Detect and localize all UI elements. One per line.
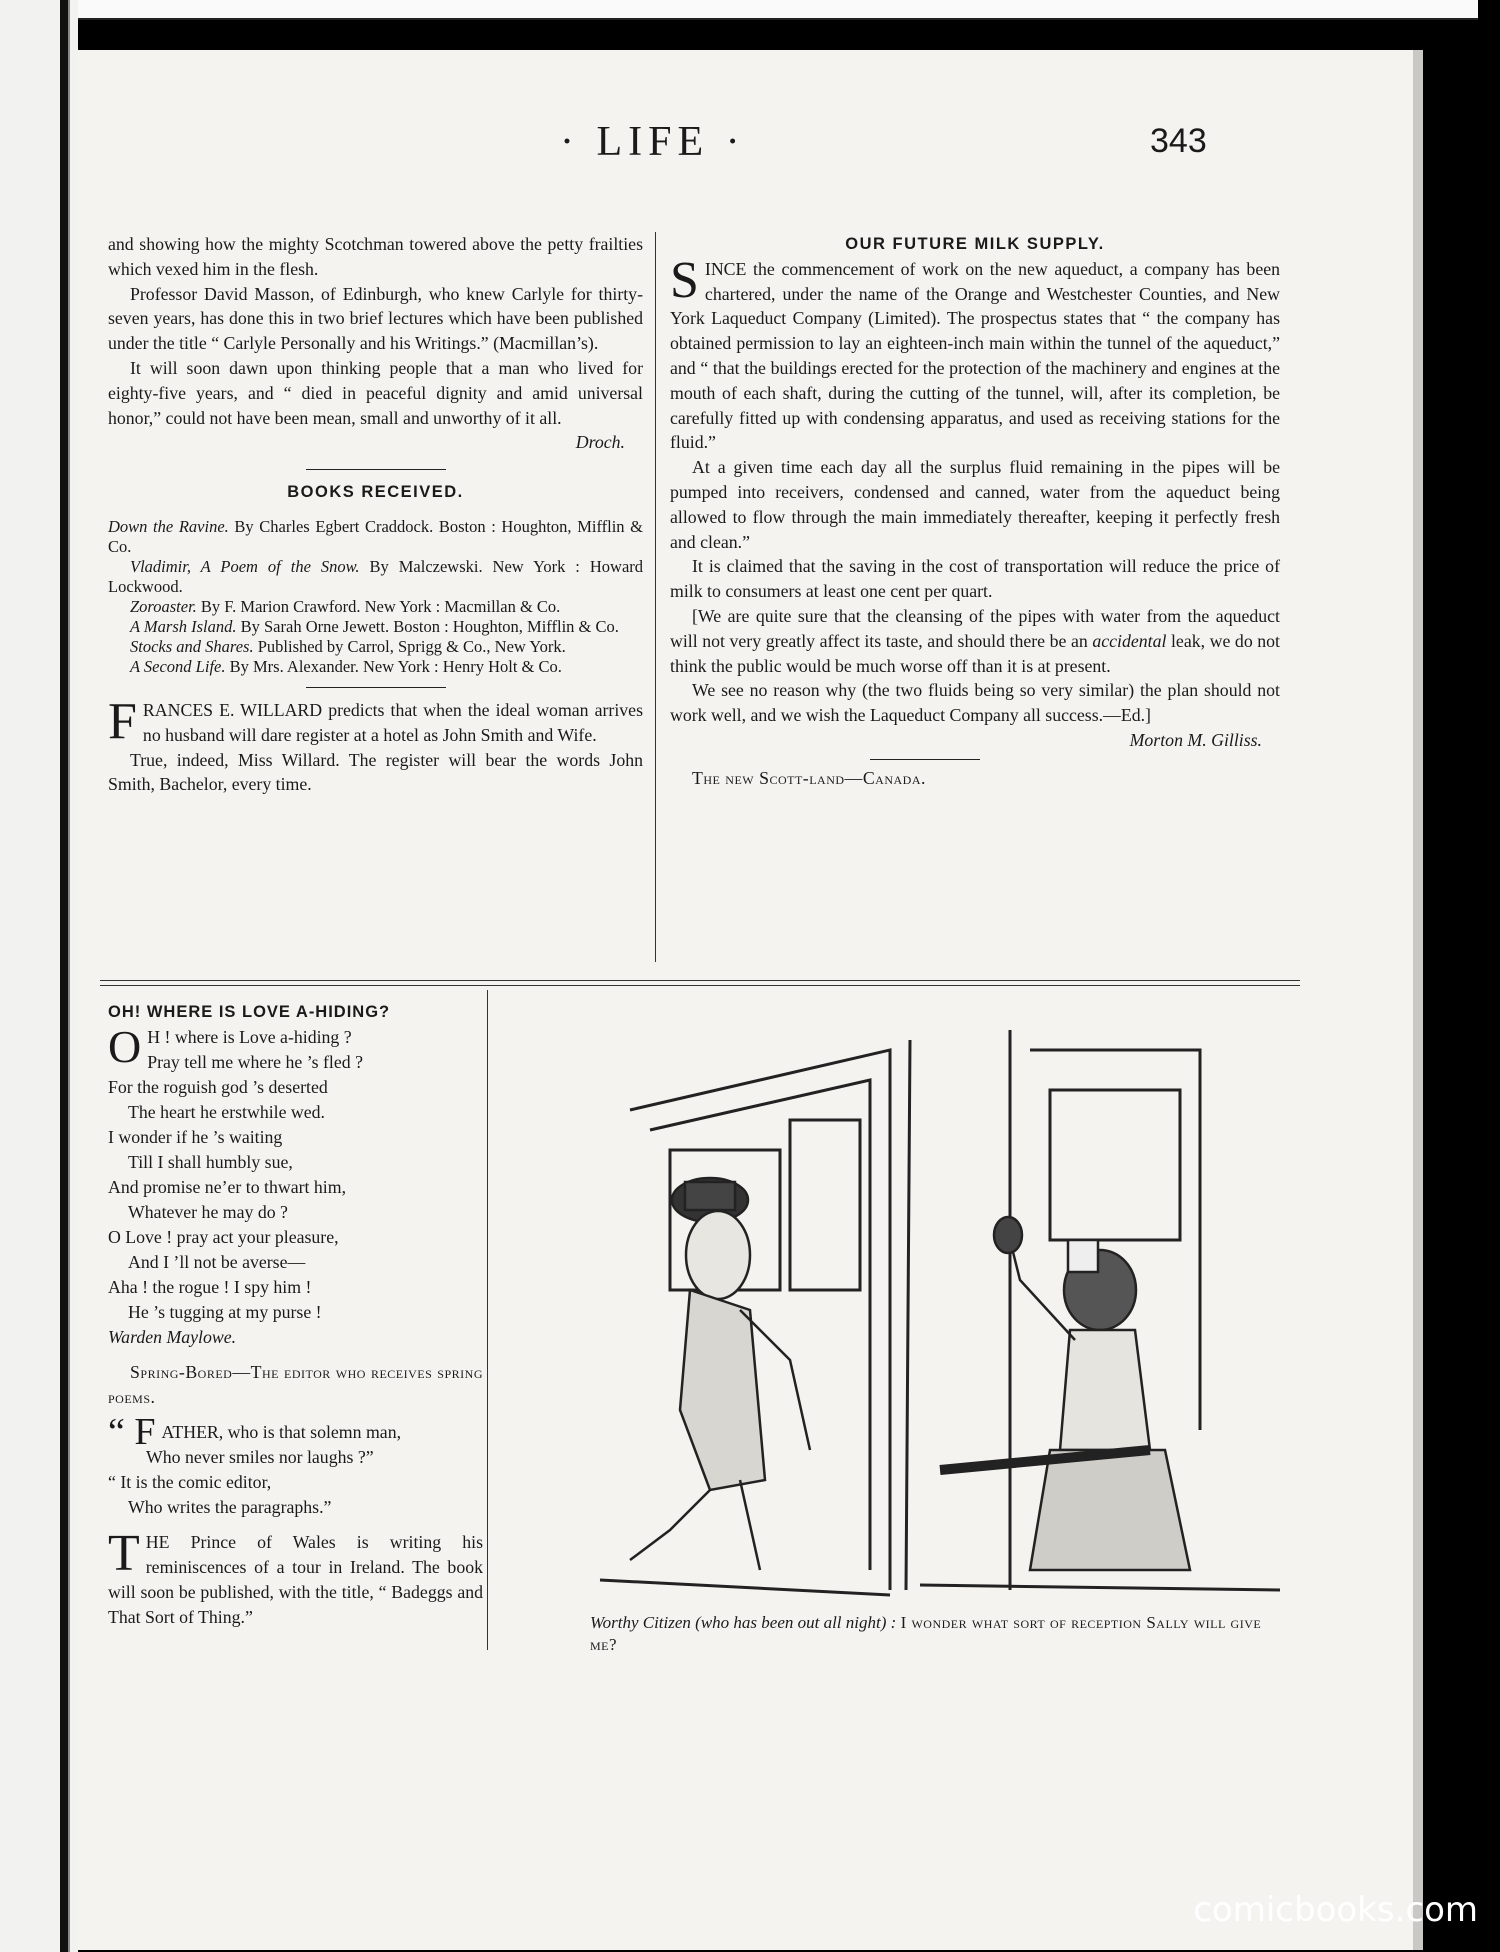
top-edge: [78, 0, 1478, 20]
milk-paragraph: SINCE the commencement of work on the new aqueduct, a company has been chartered, under the name of the Orange and Westchester Counties, and New York Laqueduct Company (Limited). The prospectus states that “ the company has obtained permission to lay an eighteen-inch main within the tunnel of the aqueduct,” and “ that the buildings erected for the protection of the machinery and engines at the mouth of each shaft, during the cutting of the tunnel, will, after its completion, be carefully fitted up with condensing apparatus, and used as receiving stations for the fluid.”: [670, 251, 1280, 453]
book-entry: [108, 597, 643, 617]
book-entry: [108, 657, 643, 677]
review-paragraph: Professor David Masson, of Edinburgh, who knew Carlyle for thirty-seven years, has done this in two brief lectures which have been published under the title “ Carlyle Personally and his Writings.” (Macmillan’s).: [108, 283, 643, 354]
book-publisher: By Charles Egbert Craddock. Boston : Houghton, Mifflin & Co.: [108, 516, 644, 556]
milk-paragraph: At a given time each day all the surplus fluid remaining in the pipes will be pumped into receivers, condensed and canned, water from the aqueduct being allowed to flow through the main immediately thereafter, keeping it perfectly fresh and clean.”: [670, 457, 1280, 552]
cartoon-caption: [590, 1612, 1290, 1656]
milk-paragraph: It is claimed that the saving in the cost of transportation will reduce the price of milk to consumers at least one cent per quart.: [670, 556, 1280, 602]
book-title: Down the Ravine.: [108, 516, 229, 536]
review-paragraph: It will soon dawn upon thinking people that a man who lived for eighty-five years, and “ died in peaceful dignity and amid universal honor,” could not have been mean, small and unworthy of it all.: [108, 357, 643, 428]
section-divider: [306, 469, 446, 470]
poem-line: And I ’ll not be averse—: [128, 1252, 306, 1272]
books-heading: BOOKS RECEIVED.: [287, 483, 464, 502]
drop-cap: F: [108, 692, 137, 750]
book-publisher: Published by Carrol, Sprigg & Co., New York.: [257, 636, 566, 656]
book-entry: [108, 517, 643, 557]
poem-line: And promise ne’er to thwart him,: [108, 1177, 347, 1197]
milk-paragraph: [We are quite sure that the cleansing of the pipes with water from the aqueduct will not very greatly affect its taste, and should there be an accidental leak, we do not think the public would be much worse off than it is at present.: [670, 605, 1280, 676]
page-number: 343: [1150, 122, 1207, 160]
poem: [108, 1021, 483, 1350]
section-divider: [870, 759, 980, 760]
poem-line: He ’s tugging at my purse !: [128, 1302, 322, 1322]
drop-cap: O: [108, 1021, 142, 1072]
poem-line: For the roguish god ’s deserted: [108, 1077, 328, 1097]
verse-line: “ F ATHER, who is that solemn man,: [108, 1411, 402, 1453]
book-publisher: By F. Marion Crawford. New York : Macmillan & Co.: [200, 596, 561, 616]
horizontal-rule: [100, 980, 1300, 986]
willard-paragraph: FRANCES E. WILLARD predicts that when the ideal woman arrives no husband will dare register at a hotel as John Smith and Wife.: [108, 692, 643, 750]
caption-lead: Worthy Citizen (who has been out all night) :: [590, 1613, 897, 1632]
worthy-citizen-figure: [630, 1178, 810, 1570]
door-frame-left: [630, 1050, 890, 1590]
poem-line: O H ! where is Love a-hiding ?: [108, 1021, 352, 1072]
verse-line: “ It is the comic editor,: [108, 1472, 272, 1492]
milk-signature: Morton M. Gilliss.: [1129, 729, 1262, 750]
milk-heading: OUR FUTURE MILK SUPPLY.: [845, 235, 1105, 253]
poem-line: The heart he erstwhile wed.: [128, 1102, 325, 1122]
verse-line: Who never smiles nor laughs ?”: [146, 1447, 374, 1467]
previous-page-edge: [0, 0, 78, 1952]
book-publisher: By Mrs. Alexander. New York : Henry Holt & Co.: [229, 656, 562, 676]
site-watermark: comicbooks.com: [1193, 1890, 1478, 1930]
book-title: Zoroaster.: [130, 596, 197, 616]
poem-line: Aha ! the rogue ! I spy him !: [108, 1277, 312, 1297]
book-title: A Second Life.: [130, 656, 226, 676]
drop-cap: “ F: [108, 1411, 156, 1453]
scott-land-joke: The new Scott-land—Canada.: [692, 767, 926, 788]
page-edge-right: [1413, 50, 1423, 1950]
book-entry: [108, 637, 643, 657]
poem-heading: OH! WHERE IS LOVE A-HIDING?: [108, 1003, 391, 1021]
panel-divider: [906, 1040, 910, 1590]
drop-cap: S: [670, 251, 699, 309]
caption-text: I wonder what sort of reception Sally will give me?: [590, 1613, 1262, 1654]
running-header: [0, 118, 1500, 178]
book-title: A Marsh Island.: [130, 616, 237, 636]
book-entry: [108, 557, 643, 597]
book-publisher: By Sarah Orne Jewett. Boston : Houghton, Mifflin & Co.: [240, 616, 619, 636]
book-publisher: By Malczewski. New York : Howard Lockwood.: [108, 556, 644, 596]
book-title: Vladimir, A Poem of the Snow.: [130, 556, 360, 576]
poem-line: O Love ! pray act your pleasure,: [108, 1227, 339, 1247]
poem-line: I wonder if he ’s waiting: [108, 1127, 283, 1147]
verse-line: Who writes the paragraphs.”: [128, 1497, 332, 1517]
lower-left-column: [108, 1000, 483, 1630]
poem-line: Pray tell me where he ’s fled ?: [147, 1052, 363, 1072]
drop-cap: T: [108, 1525, 140, 1582]
review-signature: Droch.: [575, 432, 625, 453]
sally-figure: [940, 1217, 1190, 1570]
review-paragraph: and showing how the mighty Scotchman towered above the petty frailties which vexed him in the flesh.: [108, 234, 643, 279]
magazine-title: · LIFE ·: [560, 119, 746, 165]
cartoon-illustration: [590, 1010, 1290, 1610]
poem-line: Till I shall humbly sue,: [128, 1152, 293, 1172]
right-column: [670, 232, 1280, 791]
binding-gutter: [60, 0, 68, 1952]
poem-signature: Warden Maylowe.: [108, 1327, 237, 1347]
column-rule: [487, 990, 488, 1650]
left-column: [108, 232, 643, 797]
book-title: Stocks and Shares.: [130, 636, 254, 656]
spring-bored-joke: Spring-Bored—The editor who receives spring poems.: [108, 1362, 483, 1407]
column-rule: [655, 232, 656, 962]
section-divider: [306, 687, 446, 688]
father-verse: [108, 1411, 483, 1520]
poem-line: Whatever he may do ?: [128, 1202, 288, 1222]
prince-paragraph: THE Prince of Wales is writing his reminiscences of a tour in Ireland. The book will soon be published, with the title, “ Badeggs and That Sort of Thing.”: [108, 1525, 483, 1627]
book-entry: [108, 617, 643, 637]
willard-reply: True, indeed, Miss Willard. The register will bear the words John Smith, Bachelor, every time.: [108, 749, 643, 795]
milk-paragraph: We see no reason why (the two fluids being so very similar) the plan should not work well, and we wish the Laqueduct Company all success.—Ed.]: [670, 680, 1280, 726]
